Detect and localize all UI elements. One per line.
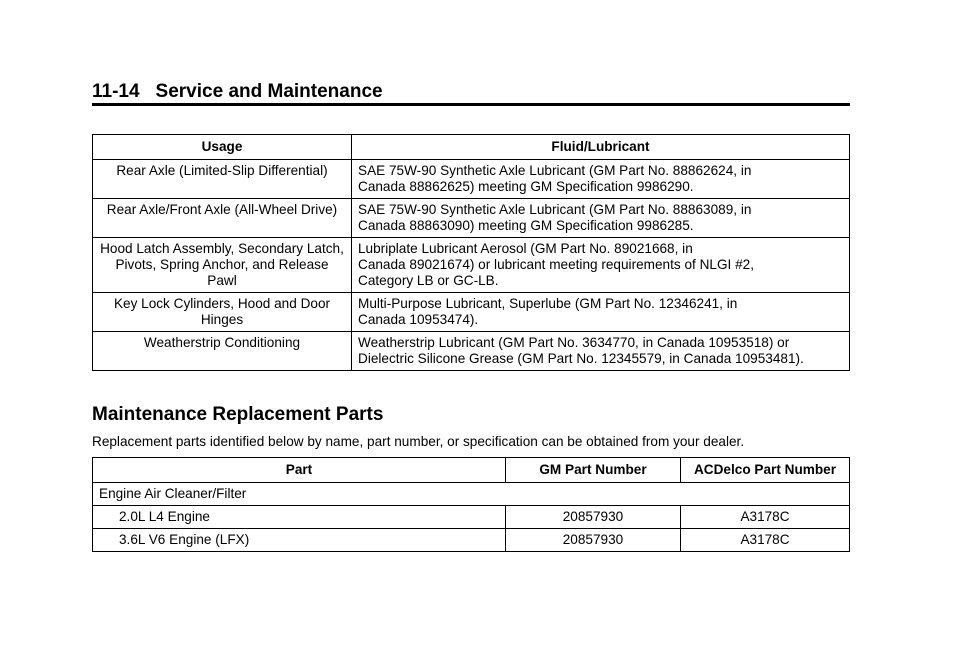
usage-cell: Hood Latch Assembly, Secondary Latch, Pivots, Spring Anchor, and Release Pawl [93,238,352,293]
table-group-row [93,483,850,506]
column-header-gm-part-number: GM Part Number [506,458,681,483]
gm-part-number-cell: 20857930 [506,529,681,552]
part-cell: 3.6L V6 Engine (LFX) [93,529,506,552]
header-text [92,80,850,104]
fluid-cell: Weatherstrip Lubricant (GM Part No. 3634770, in Canada 10953518) or Dielectric Silicone Grease (GM Part No. 12345579, in Canada 10953481). [352,332,850,371]
page-number: 11-14 [92,81,140,102]
fluid-cell: Multi-Purpose Lubricant, Superlube (GM Part No. 12346241, in Canada 10953474). [352,293,850,332]
fluid-cell: SAE 75W-90 Synthetic Axle Lubricant (GM Part No. 88863089, in Canada 88863090) meeting GM Specification 9986285. [352,199,850,238]
group-label: Engine Air Cleaner/Filter [93,483,850,506]
table-row [93,160,850,199]
table-row [93,199,850,238]
usage-cell: Rear Axle/Front Axle (All-Wheel Drive) [93,199,352,238]
section-title: Maintenance Replacement Parts [92,404,384,425]
table-row [93,332,850,371]
column-header-usage: Usage [93,135,352,160]
column-header-fluid: Fluid/Lubricant [352,135,850,160]
fluid-lubricant-table [92,134,850,371]
column-header-part: Part [93,458,506,483]
column-header-acdelco-part-number: ACDelco Part Number [681,458,850,483]
chapter-title: Service and Maintenance [155,81,383,102]
fluid-cell: Lubriplate Lubricant Aerosol (GM Part No. 89021668, in Canada 89021674) or lubricant meeting requirements of NLGI #2, Category LB or GC-LB. [352,238,850,293]
section-intro: Replacement parts identified below by name, part number, or specification can be obtained from your dealer. [92,434,745,449]
replacement-parts-table [92,457,850,552]
fluid-cell: SAE 75W-90 Synthetic Axle Lubricant (GM Part No. 88862624, in Canada 88862625) meeting GM Specification 9986290. [352,160,850,199]
usage-cell: Rear Axle (Limited-Slip Differential) [93,160,352,199]
acdelco-part-number-cell: A3178C [681,529,850,552]
table-row [93,238,850,293]
usage-cell: Key Lock Cylinders, Hood and Door Hinges [93,293,352,332]
table-row [93,506,850,529]
usage-cell: Weatherstrip Conditioning [93,332,352,371]
part-cell: 2.0L L4 Engine [93,506,506,529]
gm-part-number-cell: 20857930 [506,506,681,529]
table-header-row [93,458,850,483]
table-row [93,529,850,552]
table-row [93,293,850,332]
page-header [92,80,850,106]
acdelco-part-number-cell: A3178C [681,506,850,529]
table-header-row [93,135,850,160]
